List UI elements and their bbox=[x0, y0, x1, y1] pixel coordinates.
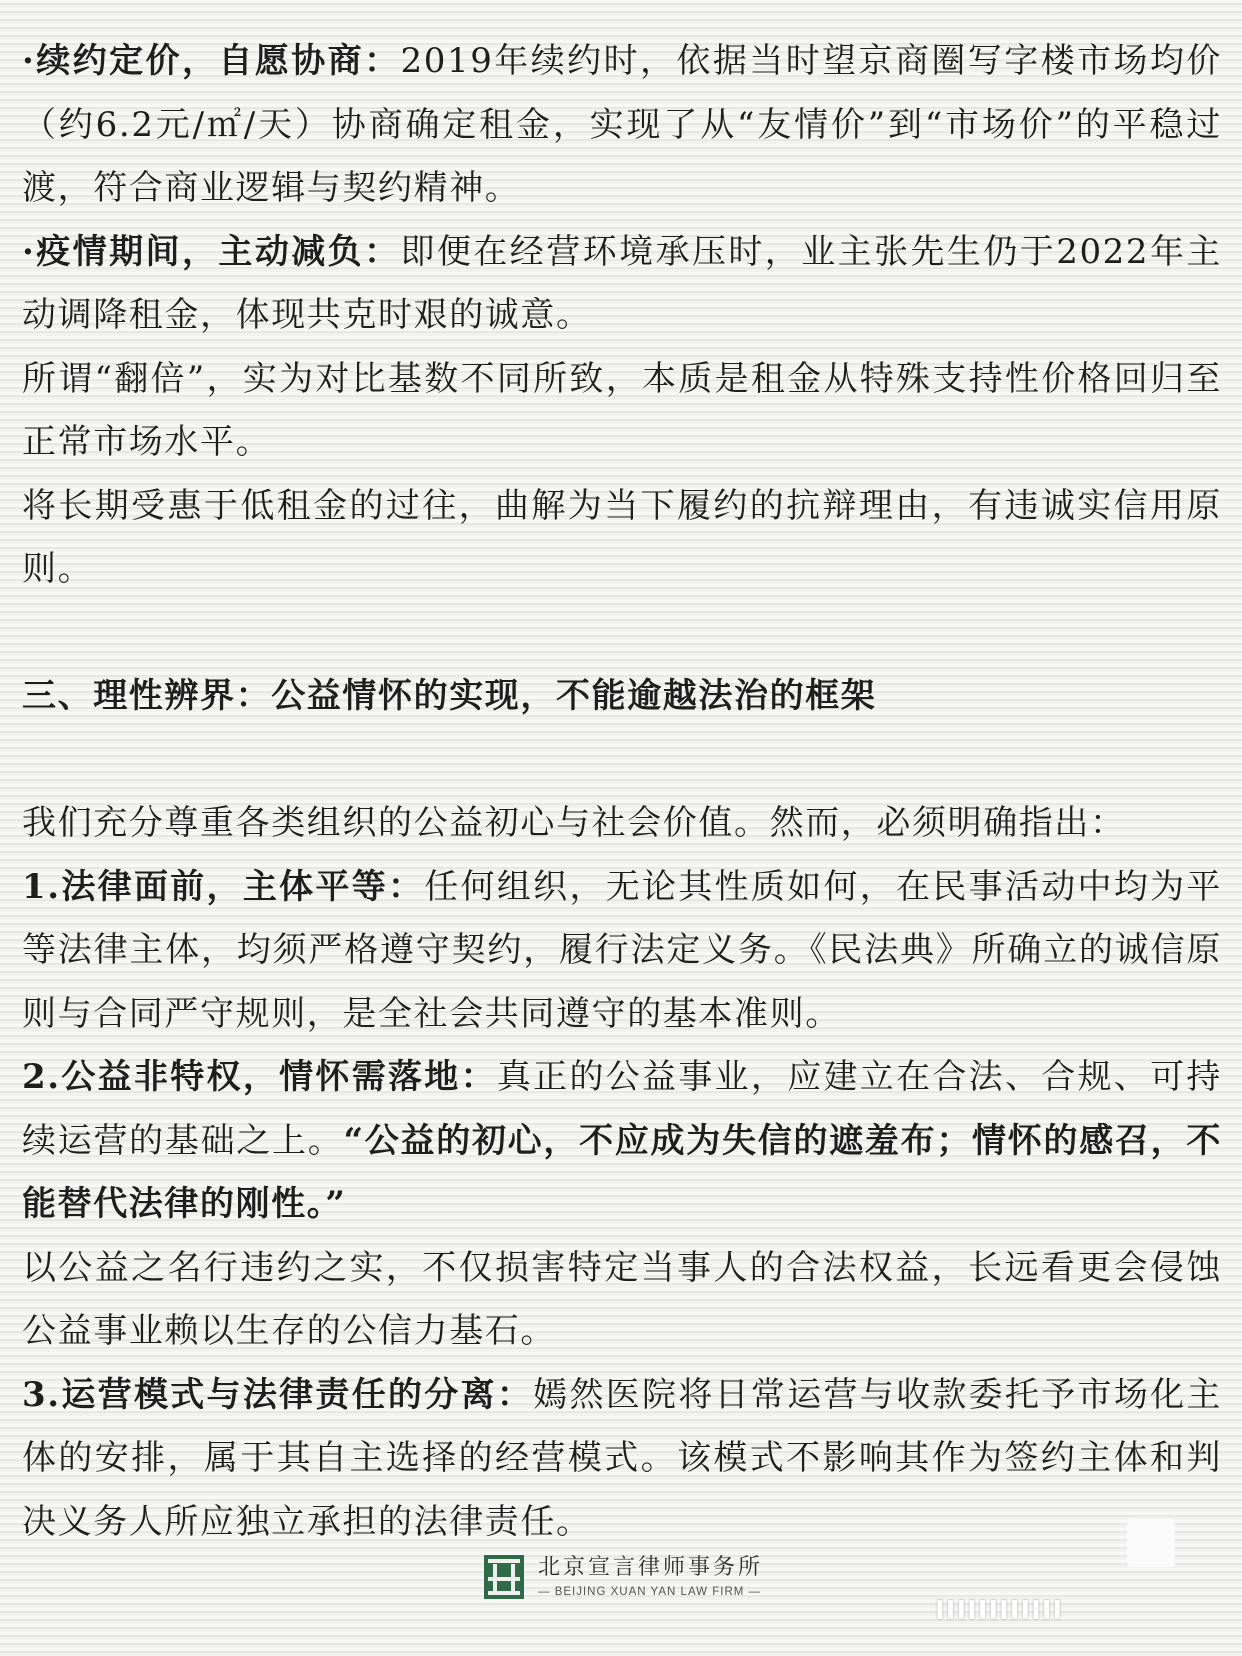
paragraph-text: 我们充分尊重各类组织的公益初心与社会价值。然而，必须明确指出： bbox=[22, 803, 1126, 843]
spacer bbox=[22, 729, 1222, 793]
paragraph-label: 1.法律面前，主体平等： bbox=[22, 866, 425, 907]
paragraph-label: ·续约定价，自愿协商： bbox=[22, 41, 401, 81]
spacer bbox=[22, 602, 1222, 666]
document-body bbox=[22, 30, 1222, 1554]
paragraph-renewal-pricing bbox=[22, 30, 1222, 221]
paragraph-text: 2019年续约时，依据当时望京商圈写字楼市场均价（约6.2元/㎡/天）协商确定租金，实现了从“友情价”到“市场价”的平稳过渡，符合商业逻辑与契约精神。 bbox=[22, 41, 1222, 208]
paragraph-equality bbox=[22, 856, 1222, 1047]
paragraph-charity-not-privilege bbox=[22, 1046, 1222, 1237]
paragraph-label: ·疫情期间，主动减负： bbox=[22, 231, 401, 272]
firm-name-en: — BEIJING XUAN YAN LAW FIRM — bbox=[538, 1586, 762, 1598]
paragraph-text: 即便在经营环境承压时，业主张先生仍于2022年主动调降租金，体现共克时艰的诚意。 bbox=[22, 231, 1222, 335]
paragraph-text: 嫣然医院将日常运营与收款委托予市场化主体的安排，属于其自主选择的经营模式。该模式不影响其作为签约主体和判决义务人所应独立承担的法律责任。 bbox=[22, 1374, 1222, 1542]
paragraph-quote: “公益的初心，不应成为失信的遮羞布；情怀的感召，不能替代法律的刚性。” bbox=[22, 1120, 1222, 1224]
firm-name-cn: 北京宣言律师事务所 bbox=[538, 1555, 764, 1580]
paragraph-good-faith bbox=[22, 475, 1222, 602]
paragraph-pandemic-relief bbox=[22, 221, 1222, 348]
paragraph-text: 所谓“翻倍”，实为对比基数不同所致，本质是租金从特殊支持性价格回归至正常市场水平。 bbox=[22, 358, 1222, 462]
watermark-box bbox=[1127, 1519, 1175, 1567]
paragraph-label: 3.运营模式与法律责任的分离： bbox=[22, 1374, 534, 1415]
paragraph-text: 将长期受惠于低租金的过往，曲解为当下履约的抗辩理由，有违诚实信用原则。 bbox=[22, 485, 1222, 589]
firm-emblem-icon bbox=[484, 1555, 524, 1599]
paragraph-text: 以公益之名行违约之实，不仅损害特定当事人的合法权益，长远看更会侵蚀公益事业赖以生存的公信力基石。 bbox=[22, 1247, 1222, 1351]
section-heading: 三、理性辨界：公益情怀的实现，不能逾越法治的框架 bbox=[22, 676, 877, 716]
firm-logo bbox=[484, 1554, 763, 1600]
paragraph-text: 真正的公益事业，应建立在合法、合规、可持续运营的基础之上。 bbox=[22, 1057, 1222, 1161]
paragraph-label: 2.公益非特权，情怀需落地： bbox=[22, 1057, 497, 1097]
paragraph-operations-liability bbox=[22, 1364, 1222, 1555]
paragraph-intro bbox=[22, 792, 1222, 856]
paragraph-doubling-explanation bbox=[22, 348, 1222, 475]
firm-name-block bbox=[538, 1554, 763, 1600]
paragraph-erosion bbox=[22, 1237, 1222, 1364]
watermark-text: IIIIIIIIIIII bbox=[935, 1596, 1064, 1626]
paragraph-text: 任何组织，无论其性质如何，在民事活动中均为平等法律主体，均须严格遵守契约，履行法定义务。《民法典》所确立的诚信原则与合同严守规则，是全社会共同遵守的基本准则。 bbox=[22, 866, 1222, 1034]
